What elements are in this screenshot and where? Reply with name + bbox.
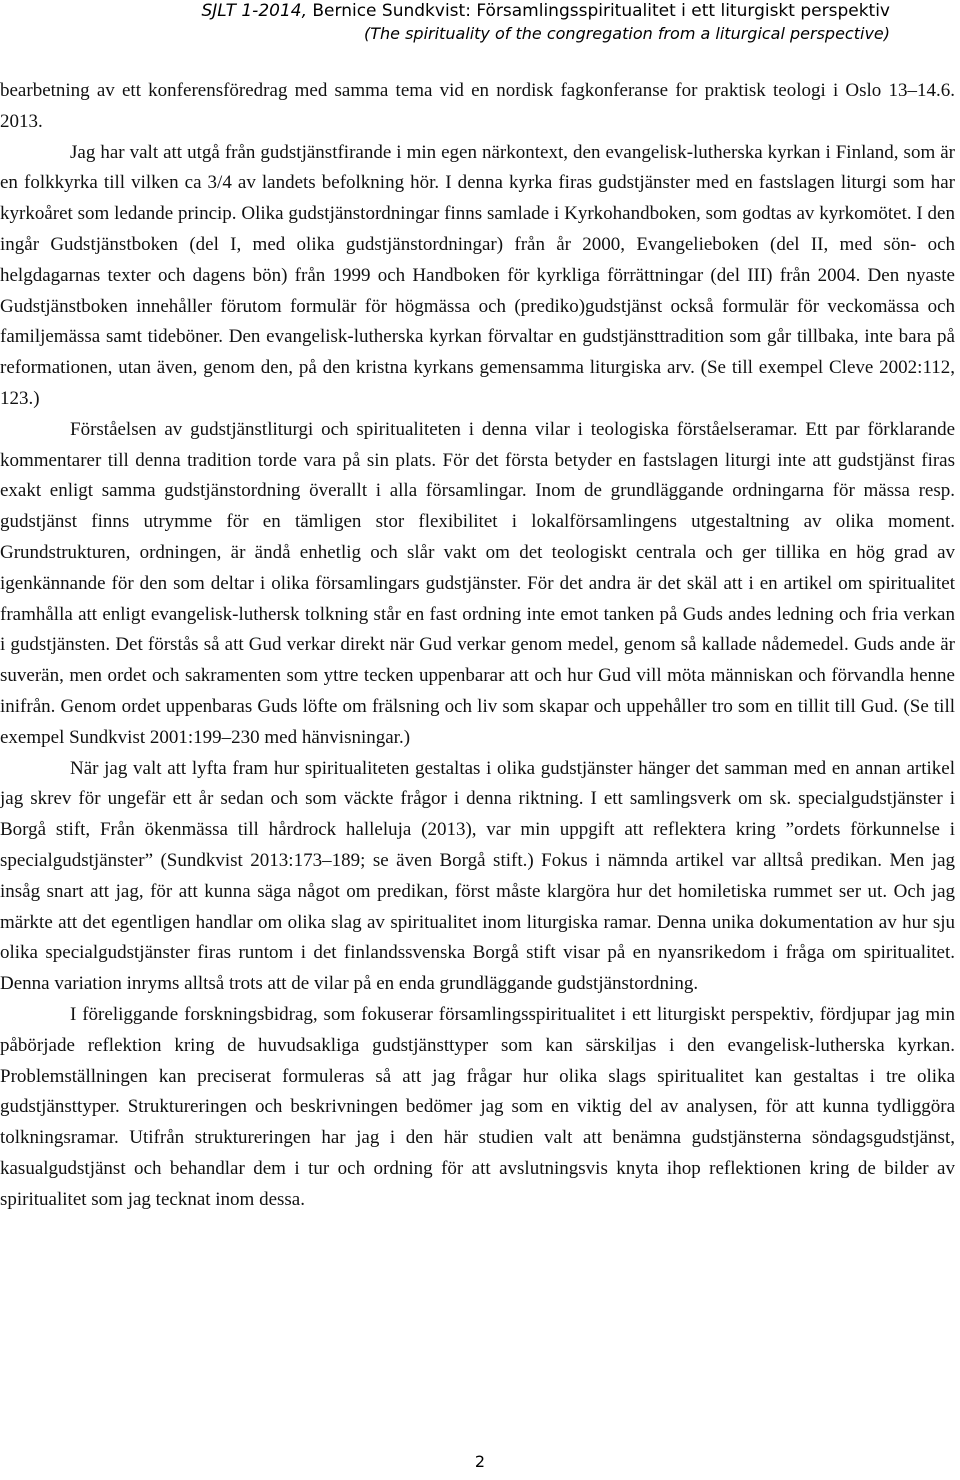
header-title-line xyxy=(201,0,890,23)
journal-issue: SJLT 1-2014, xyxy=(201,1,307,21)
article-body xyxy=(0,76,955,1215)
running-header xyxy=(201,0,890,44)
paragraph-research-question: I föreliggande forskningsbidrag, som fokuserar församlingsspiritualitet i ett liturgiskt perspektiv, fördjupar jag min påbörjade reflektion kring de huvudsakliga gudstjänsttyper som kan särskiljas i den evangelisk-lutherska kyrkan. Problemställningen kan preciserat formuleras så att jag frågar hur olika slags spiritualitet kan gestaltas i tre olika gudstjänsttyper. Struktureringen och beskrivningen bedömer jag som en viktig del av analysen, för att kunna tydliggöra tolkningsramar. Utifrån struktureringen har jag i den här studien valt att benämna gudstjänsterna söndagsgudstjänst, kasualgudstjänst och behandlar dem i tur och ordning för att avslutningsvis knyta ihop reflektionen kring de bilder av spiritualitet som jag tecknat inom dessa. xyxy=(0,1003,955,1210)
paragraph-motivation: När jag valt att lyfta fram hur spiritualiteten gestaltas i olika gudstjänster hänger det samman med en annan artikel jag skrev för ungefär ett år sedan och som väckte frågor i denna riktning. I ett samlingsverk om sk. specialgudstjänster i Borgå stift, Från ökenmässa till hårdrock halleluja (2013), var min uppgift att reflektera kring ”ordets förkunnelse i specialgudstjänster” (Sundkvist 2013:173–189; se även Borgå stift.) Fokus i nämnda artikel var alltså predikan. Men jag insåg snart att jag, för att kunna säga något om predikan, först måste klargöra hur det homiletiska rummet ser ut. Och jag märkte att det egentligen handlar om olika slag av spiritualitet inom liturgiska ramar. Denna unika dokumentation av hur sju olika specialgudstjänster firas runtom i det finlandssvenska Borgå stift visar på en nyansrikedom i fråga om spiritualitet. Denna variation inryms alltså trots att de vilar på en enda grundläggande gudstjänstordning. xyxy=(0,757,955,995)
translated-title: (The spirituality of the congregation from a liturgical perspective) xyxy=(364,24,890,43)
paragraph-continuation: bearbetning av ett konferensföredrag med samma tema vid en nordisk fagkonferanse for praktisk teologi i Oslo 13–14.6. 2013. xyxy=(0,80,955,132)
paragraph-context: Jag har valt att utgå från gudstjänstfirande i min egen närkontext, den evangelisk-lutherska kyrkan i Finland, som är en folkkyrka till vilken ca 3/4 av landets befolkning hör. I denna kyrka firas gudstjänster med en fastslagen liturgi som har kyrkoåret som ledande princip. Olika gudstjänstordningar finns samlade i Kyrkohandboken, som godtas av kyrkomötet. I den ingår Gudstjänstboken (del I, med olika gudstjänstordningar) från år 2000, Evangelieboken (del II, med sön- och helgdagarnas texter och dagens bön) från 1999 och Handboken för kyrkliga förrättningar (del III) från 2004. Den nyaste Gudstjänstboken innehåller förutom formulär för högmässa och (prediko)gudstjänst också formulär för veckomässa och familjemässa samt tideböner. Den evangelisk-lutherska kyrkan förvaltar en gudstjänsttradition som går tillbaka, inte bara på reformationen, utan även, genom den, på den kristna kyrkans gemensamma liturgiska arv. (Se till exempel Cleve 2002:112, 123.) xyxy=(0,141,955,409)
paragraph-understanding: Förståelsen av gudstjänstliturgi och spiritualiteten i denna vilar i teologiska förståelseramar. Ett par förklarande kommentarer till denna tradition torde vara på sin plats. För det första betyder en fastslagen liturgi inte att gudstjänst firas exakt enligt samma gudstjänstordning överallt i alla församlingar. Inom de grundläggande ordningarna för mässa resp. gudstjänst finns utrymme för en tämligen stor flexibilitet i lokalförsamlingens utgestaltning av olika moment. Grundstrukturen, ordningen, är ändå enhetlig och slår vakt om det teologiskt centrala och ger tillika en hög grad av igenkännande för den som deltar i olika församlingars gudstjänster. För det andra är det skäl att i en artikel om spiritualitet framhålla att enligt evangelisk-luthersk tolkning står en fast ordning inte emot tanken på Guds andes ledning och fria verkan i gudstjänsten. Det förstås så att Gud verkar direkt när Gud verkar genom medel, genom så kallade nådemedel. Guds ande är suverän, men ordet och sakramenten som yttre tecken uppenbarar att och hur Gud vill möta människan och förvandla henne inifrån. Genom ordet uppenbaras Guds löfte om frälsning och liv som skapar och uppehåller tro som en tillit till Gud. (Se till exempel Sundkvist 2001:199–230 med hänvisningar.) xyxy=(0,418,955,748)
article-title: Bernice Sundkvist: Församlingsspiritualitet i ett liturgiskt perspektiv xyxy=(306,1,890,21)
page-number: 2 xyxy=(474,1452,486,1471)
